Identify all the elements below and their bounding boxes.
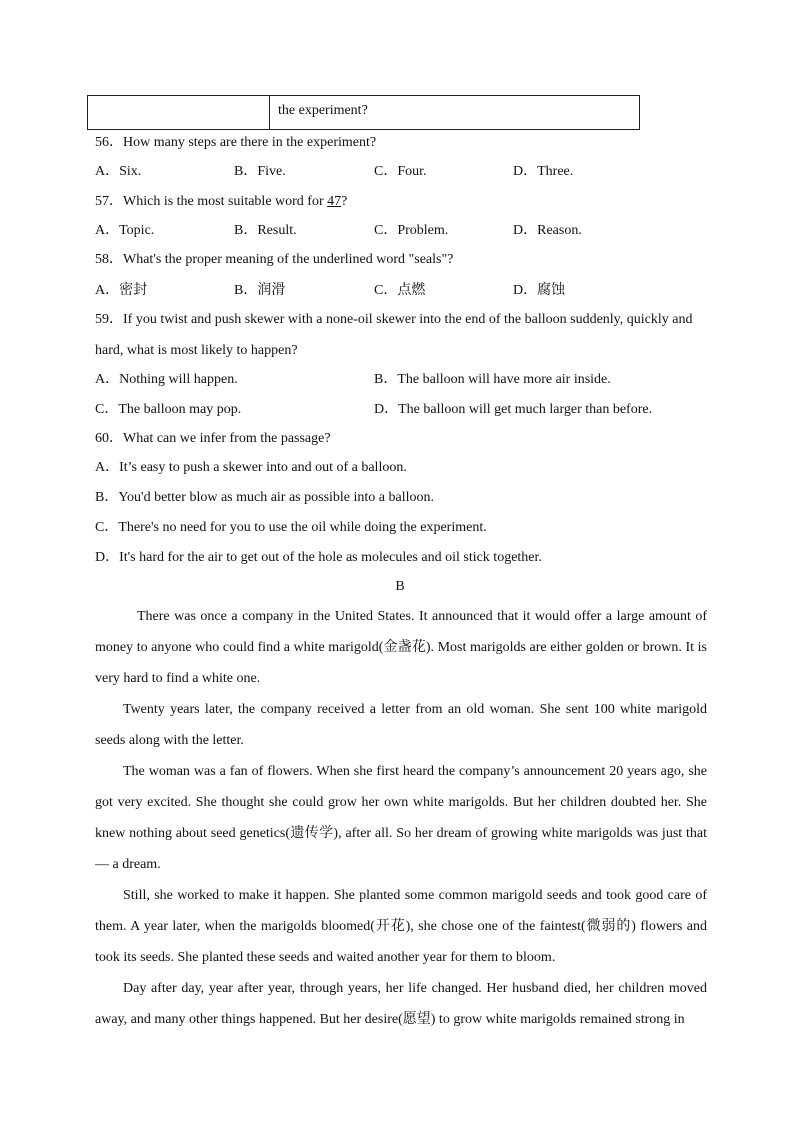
q57-stem-before: 57．Which is the most suitable word for bbox=[95, 194, 328, 209]
q59-option-b: B．The balloon will have more air inside. bbox=[374, 372, 611, 387]
q60-option-c: C．There's no need for you to use the oil while doing the experiment. bbox=[95, 520, 487, 535]
section-b-passage bbox=[95, 601, 707, 1035]
passage-paragraph-5: Day after day, year after year, through years, her life changed. Her husband died, her children moved away, and many other things happened. But her desire(愿望) to grow white marigolds remained strong in bbox=[95, 981, 707, 1027]
q56-option-a: A．Six. bbox=[95, 164, 142, 179]
table-cell-empty bbox=[88, 96, 270, 129]
answer-table-fragment bbox=[87, 95, 640, 130]
q57-option-c: C．Problem. bbox=[374, 223, 449, 238]
q59-option-a: A．Nothing will happen. bbox=[95, 372, 238, 387]
q58-option-a: A．密封 bbox=[95, 283, 148, 298]
q57-stem-after: ? bbox=[341, 194, 348, 209]
q57-option-b: B．Result. bbox=[234, 223, 297, 238]
question-57-stem bbox=[95, 192, 347, 212]
q60-option-a: A．It’s easy to push a skewer into and out of a balloon. bbox=[95, 460, 407, 475]
q57-blank-number: 47 bbox=[327, 194, 342, 209]
passage-paragraph-4: Still, she worked to make it happen. She planted some common marigold seeds and took good care of them. A year later, when the marigolds bloomed(开花), she chose one of the faintest(微弱的) flowers and took its seeds. She planted these seeds and waited another year for them to bloom. bbox=[95, 888, 707, 965]
q60-option-b: B．You'd better blow as much air as possible into a balloon. bbox=[95, 490, 435, 505]
question-60-stem: 60．What can we infer from the passage? bbox=[95, 431, 331, 446]
q58-option-d: D．腐蚀 bbox=[513, 283, 566, 298]
question-59-stem-line2: hard, what is most likely to happen? bbox=[95, 343, 298, 358]
question-59-stem-line1: 59．If you twist and push skewer with a none-oil skewer into the end of the balloon suddenly, quickly and bbox=[95, 312, 693, 327]
q59-option-c: C．The balloon may pop. bbox=[95, 402, 242, 417]
q58-option-b: B．润滑 bbox=[234, 283, 286, 298]
q57-option-d: D．Reason. bbox=[513, 223, 582, 238]
passage-paragraph-1: There was once a company in the United States. It announced that it would offer a large amount of money to anyone who could find a white marigold(金盏花). Most marigolds are either golden or brown. It is very hard to find a white one. bbox=[95, 609, 707, 686]
section-b-heading: B bbox=[395, 579, 405, 594]
q60-option-d: D．It's hard for the air to get out of the hole as molecules and oil stick together. bbox=[95, 550, 542, 565]
q56-option-d: D．Three. bbox=[513, 164, 574, 179]
q56-option-c: C．Four. bbox=[374, 164, 427, 179]
q59-option-d: D．The balloon will get much larger than before. bbox=[374, 402, 653, 417]
question-56-stem: 56．How many steps are there in the experiment? bbox=[95, 135, 377, 150]
question-58-stem: 58．What's the proper meaning of the underlined word "seals"? bbox=[95, 252, 454, 267]
passage-paragraph-3: The woman was a fan of flowers. When she first heard the company’s announcement 20 years ago, she got very excited. She thought she could grow her own white marigolds. But her children doubted her. She knew nothing about seed genetics(遗传学), after all. So her dream of growing white marigolds was just that — a dream. bbox=[95, 764, 707, 872]
passage-paragraph-2: Twenty years later, the company received a letter from an old woman. She sent 100 white marigold seeds along with the letter. bbox=[95, 702, 707, 748]
table-cell-text: the experiment? bbox=[278, 103, 368, 118]
q57-option-a: A．Topic. bbox=[95, 223, 155, 238]
q56-option-b: B．Five. bbox=[234, 164, 286, 179]
q58-option-c: C．点燃 bbox=[374, 283, 426, 298]
